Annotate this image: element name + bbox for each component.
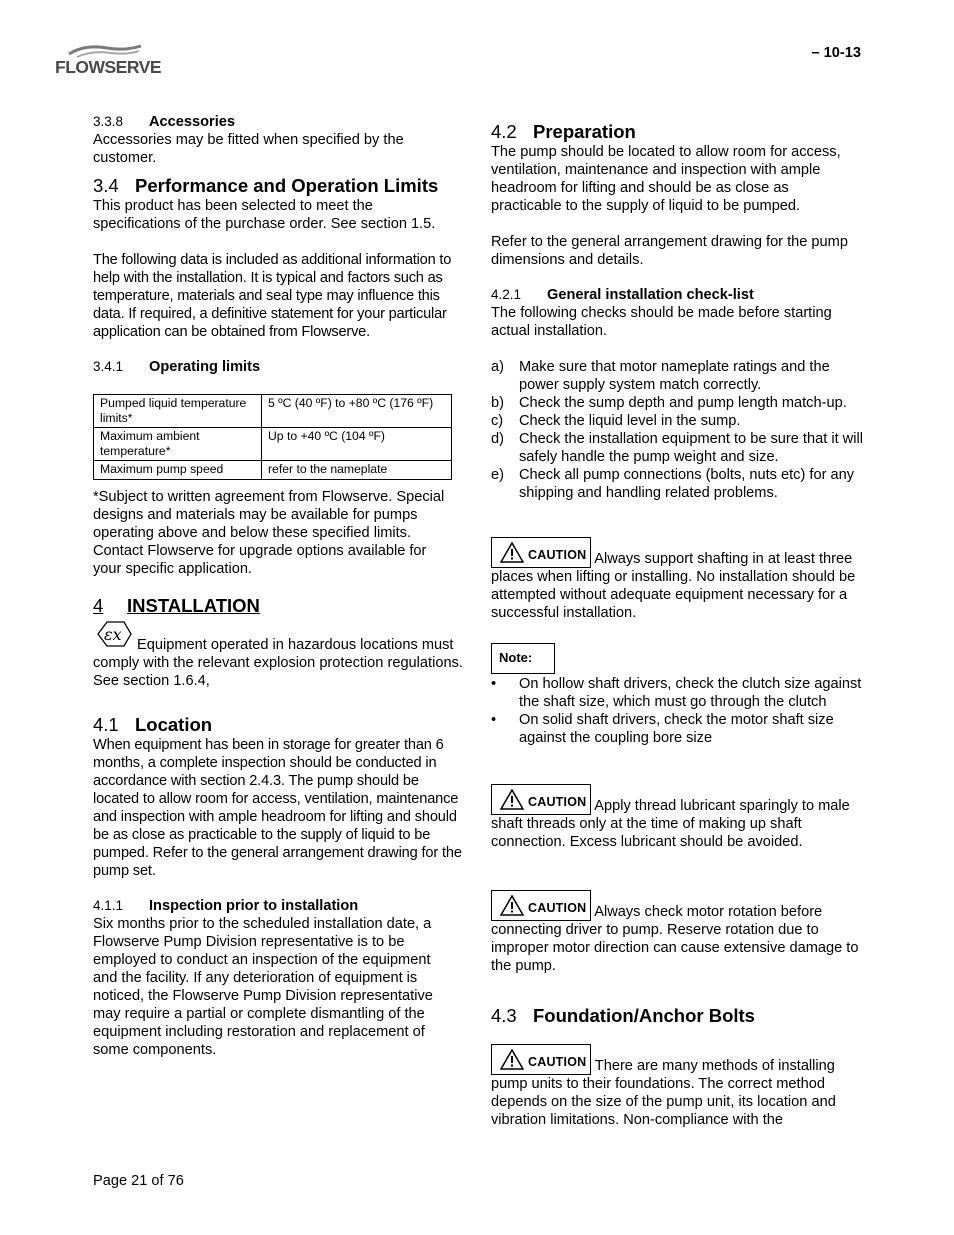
paragraph: The following checks should be made before starting actual installation.: [491, 305, 832, 339]
list-text: Check all pump connections (bolts, nuts etc) for any shipping and handling related problems.: [519, 467, 855, 501]
caution-block: [491, 537, 863, 622]
section-number: 3.4.1: [93, 359, 124, 374]
section-3-4: [93, 175, 463, 341]
section-4: [93, 595, 463, 690]
paragraph: The pump should be located to allow room for access, ventilation, maintenance and inspection with ample headroom for lifting and should be as close as practicable to the supply of liquid to be pumped.: [491, 144, 841, 214]
caution-block: [491, 890, 863, 975]
caution-label: CAUTION: [491, 890, 591, 921]
list-item: [491, 358, 863, 394]
section-4-2: [491, 121, 863, 269]
checklist: [491, 358, 863, 502]
paragraph: [491, 784, 863, 851]
operating-limits-footnote: [93, 488, 458, 578]
paragraph-text: Always support shafting in at least three places when lifting or installing. No installation should be attempted without adequate equipment necessary for a successful installation.: [491, 551, 856, 621]
table-cell: Maximum ambient temperature*: [94, 428, 262, 461]
list-text: Make sure that motor nameplate ratings and the power supply system match correctly.: [519, 359, 830, 393]
table-cell: refer to the nameplate: [262, 461, 452, 480]
table-row: [94, 428, 452, 461]
section-title: General installation check-list: [547, 287, 754, 303]
warning-triangle-icon: [500, 789, 524, 810]
paragraph: Accessories may be fitted when specified by the customer.: [93, 132, 404, 166]
section-4-2-1: [491, 286, 863, 502]
section-title: Location: [135, 714, 213, 735]
list-item: [491, 394, 863, 412]
paragraph: *Subject to written agreement from Flowserve. Special designs and materials may be available for pumps operating above and below these specified limits. Contact Flowserve for upgrade options available for your specific application.: [93, 489, 445, 577]
note-label: Note:: [491, 643, 555, 674]
list-text: On hollow shaft drivers, check the clutch size against the shaft size, which must go through the clutch: [519, 676, 862, 710]
section-number: 3.4: [93, 175, 119, 196]
section-number: 4.1.1: [93, 898, 124, 913]
paragraph-text: There are many methods of installing pump units to their foundations. The correct method depends on the size of the pump unit, its location and vibration limitations. Non-compliance with the: [491, 1058, 836, 1128]
table-row: [94, 395, 452, 428]
document-reference: – 10-13: [811, 45, 861, 61]
section-4-3: [491, 1005, 863, 1027]
table-cell: 5 ºC (40 ºF) to +80 ºC (176 ºF): [262, 395, 452, 428]
section-number: 4.1: [93, 714, 119, 735]
paragraph: [491, 890, 863, 975]
caution-label: CAUTION: [491, 784, 591, 815]
caution-block: [491, 784, 863, 851]
table-cell: Up to +40 ºC (104 ºF): [262, 428, 452, 461]
section-4-1: [93, 714, 463, 880]
list-marker: e): [491, 467, 504, 483]
section-title: Inspection prior to installation: [149, 898, 359, 914]
note-list-block: [491, 675, 863, 747]
section-number: 4.2.1: [491, 287, 522, 302]
list-marker: b): [491, 395, 504, 411]
paragraph-text: Apply thread lubricant sparingly to male shaft threads only at the time of making up shaft connection. Excess lubricant should be avoided.: [491, 798, 850, 850]
warning-triangle-icon: [500, 542, 524, 563]
table-cell: Maximum pump speed: [94, 461, 262, 480]
caution-label: CAUTION: [491, 1044, 591, 1075]
paragraph-text: Always check motor rotation before connecting driver to pump. Reserve rotation due to improper motor direction can cause extensive damage to the pump.: [491, 904, 859, 974]
warning-triangle-icon: [500, 1049, 524, 1070]
flowserve-logo: [55, 40, 163, 82]
logo-text: FLOWSERVE: [55, 57, 162, 77]
list-item: [491, 412, 863, 430]
paragraph-text: Equipment operated in hazardous locations must comply with the relevant explosion protection regulations. See section 1.6.4,: [93, 637, 463, 689]
section-title: Performance and Operation Limits: [135, 175, 439, 196]
list-text: On solid shaft drivers, check the motor shaft size against the coupling bore size: [519, 712, 834, 746]
paragraph: Refer to the general arrangement drawing for the pump dimensions and details.: [491, 234, 848, 268]
section-3-4-1: [93, 358, 463, 376]
explosion-protection-icon: [93, 619, 133, 654]
table-row: [94, 461, 452, 480]
paragraph: When equipment has been in storage for greater than 6 months, a complete inspection should be conducted in accordance with section 2.4.3. The pump should be located to allow room for access, ventilation, maintenance and inspection with ample headroom for lifting and should be as close as practicable to the supply of liquid to be pumped. Refer to the general arrangement drawing for the pump set.: [93, 737, 462, 879]
list-text: Check the sump depth and pump length match-up.: [519, 395, 847, 411]
list-marker: d): [491, 431, 504, 447]
paragraph: The following data is included as additional information to help with the installation. It is typical and factors such as temperature, materials and seal type may influence this data. If required, a definitive statement for your particular application can be obtained from Flowserve.: [93, 252, 452, 340]
section-number: 4: [93, 595, 104, 616]
table-cell: Pumped liquid temperature limits*: [94, 395, 262, 428]
bullet: •: [491, 712, 497, 728]
svg-text:εx: εx: [104, 625, 122, 644]
note-list: [491, 675, 863, 747]
section-number: 4.2: [491, 121, 517, 142]
paragraph: [491, 1044, 863, 1129]
section-title: Preparation: [533, 121, 636, 142]
list-item: [491, 711, 863, 747]
section-title: Foundation/Anchor Bolts: [533, 1005, 755, 1026]
list-text: Check the installation equipment to be sure that it will safely handle the pump weight and size.: [519, 431, 863, 465]
section-4-1-1: [93, 897, 458, 1059]
section-title: Accessories: [149, 114, 236, 130]
operating-limits-table: [93, 394, 452, 480]
bullet: •: [491, 676, 497, 692]
list-item: [491, 675, 863, 711]
section-title: INSTALLATION: [127, 595, 260, 616]
paragraph: Six months prior to the scheduled installation date, a Flowserve Pump Division representative is to be employed to conduct an inspection of the equipment and the facility. If any deterioration of equipment is noticed, the Flowserve Pump Division representative may require a partial or complete dismantling of the equipment including restoration and replacement of some components.: [93, 916, 433, 1058]
list-text: Check the liquid level in the sump.: [519, 413, 741, 429]
section-title: Operating limits: [149, 359, 261, 375]
paragraph: This product has been selected to meet the specifications of the purchase order. See section 1.5.: [93, 198, 436, 232]
list-marker: c): [491, 413, 504, 429]
caution-block: [491, 1044, 863, 1129]
section-number: 3.3.8: [93, 114, 124, 129]
page-number: Page 21 of 76: [93, 1173, 184, 1189]
list-item: [491, 466, 863, 502]
list-marker: a): [491, 359, 504, 375]
section-number: 4.3: [491, 1005, 517, 1026]
section-3-3-8: [93, 113, 463, 167]
paragraph: [491, 537, 863, 622]
list-item: [491, 430, 863, 466]
paragraph: [93, 619, 463, 690]
caution-label: CAUTION: [491, 537, 591, 568]
warning-triangle-icon: [500, 895, 524, 916]
